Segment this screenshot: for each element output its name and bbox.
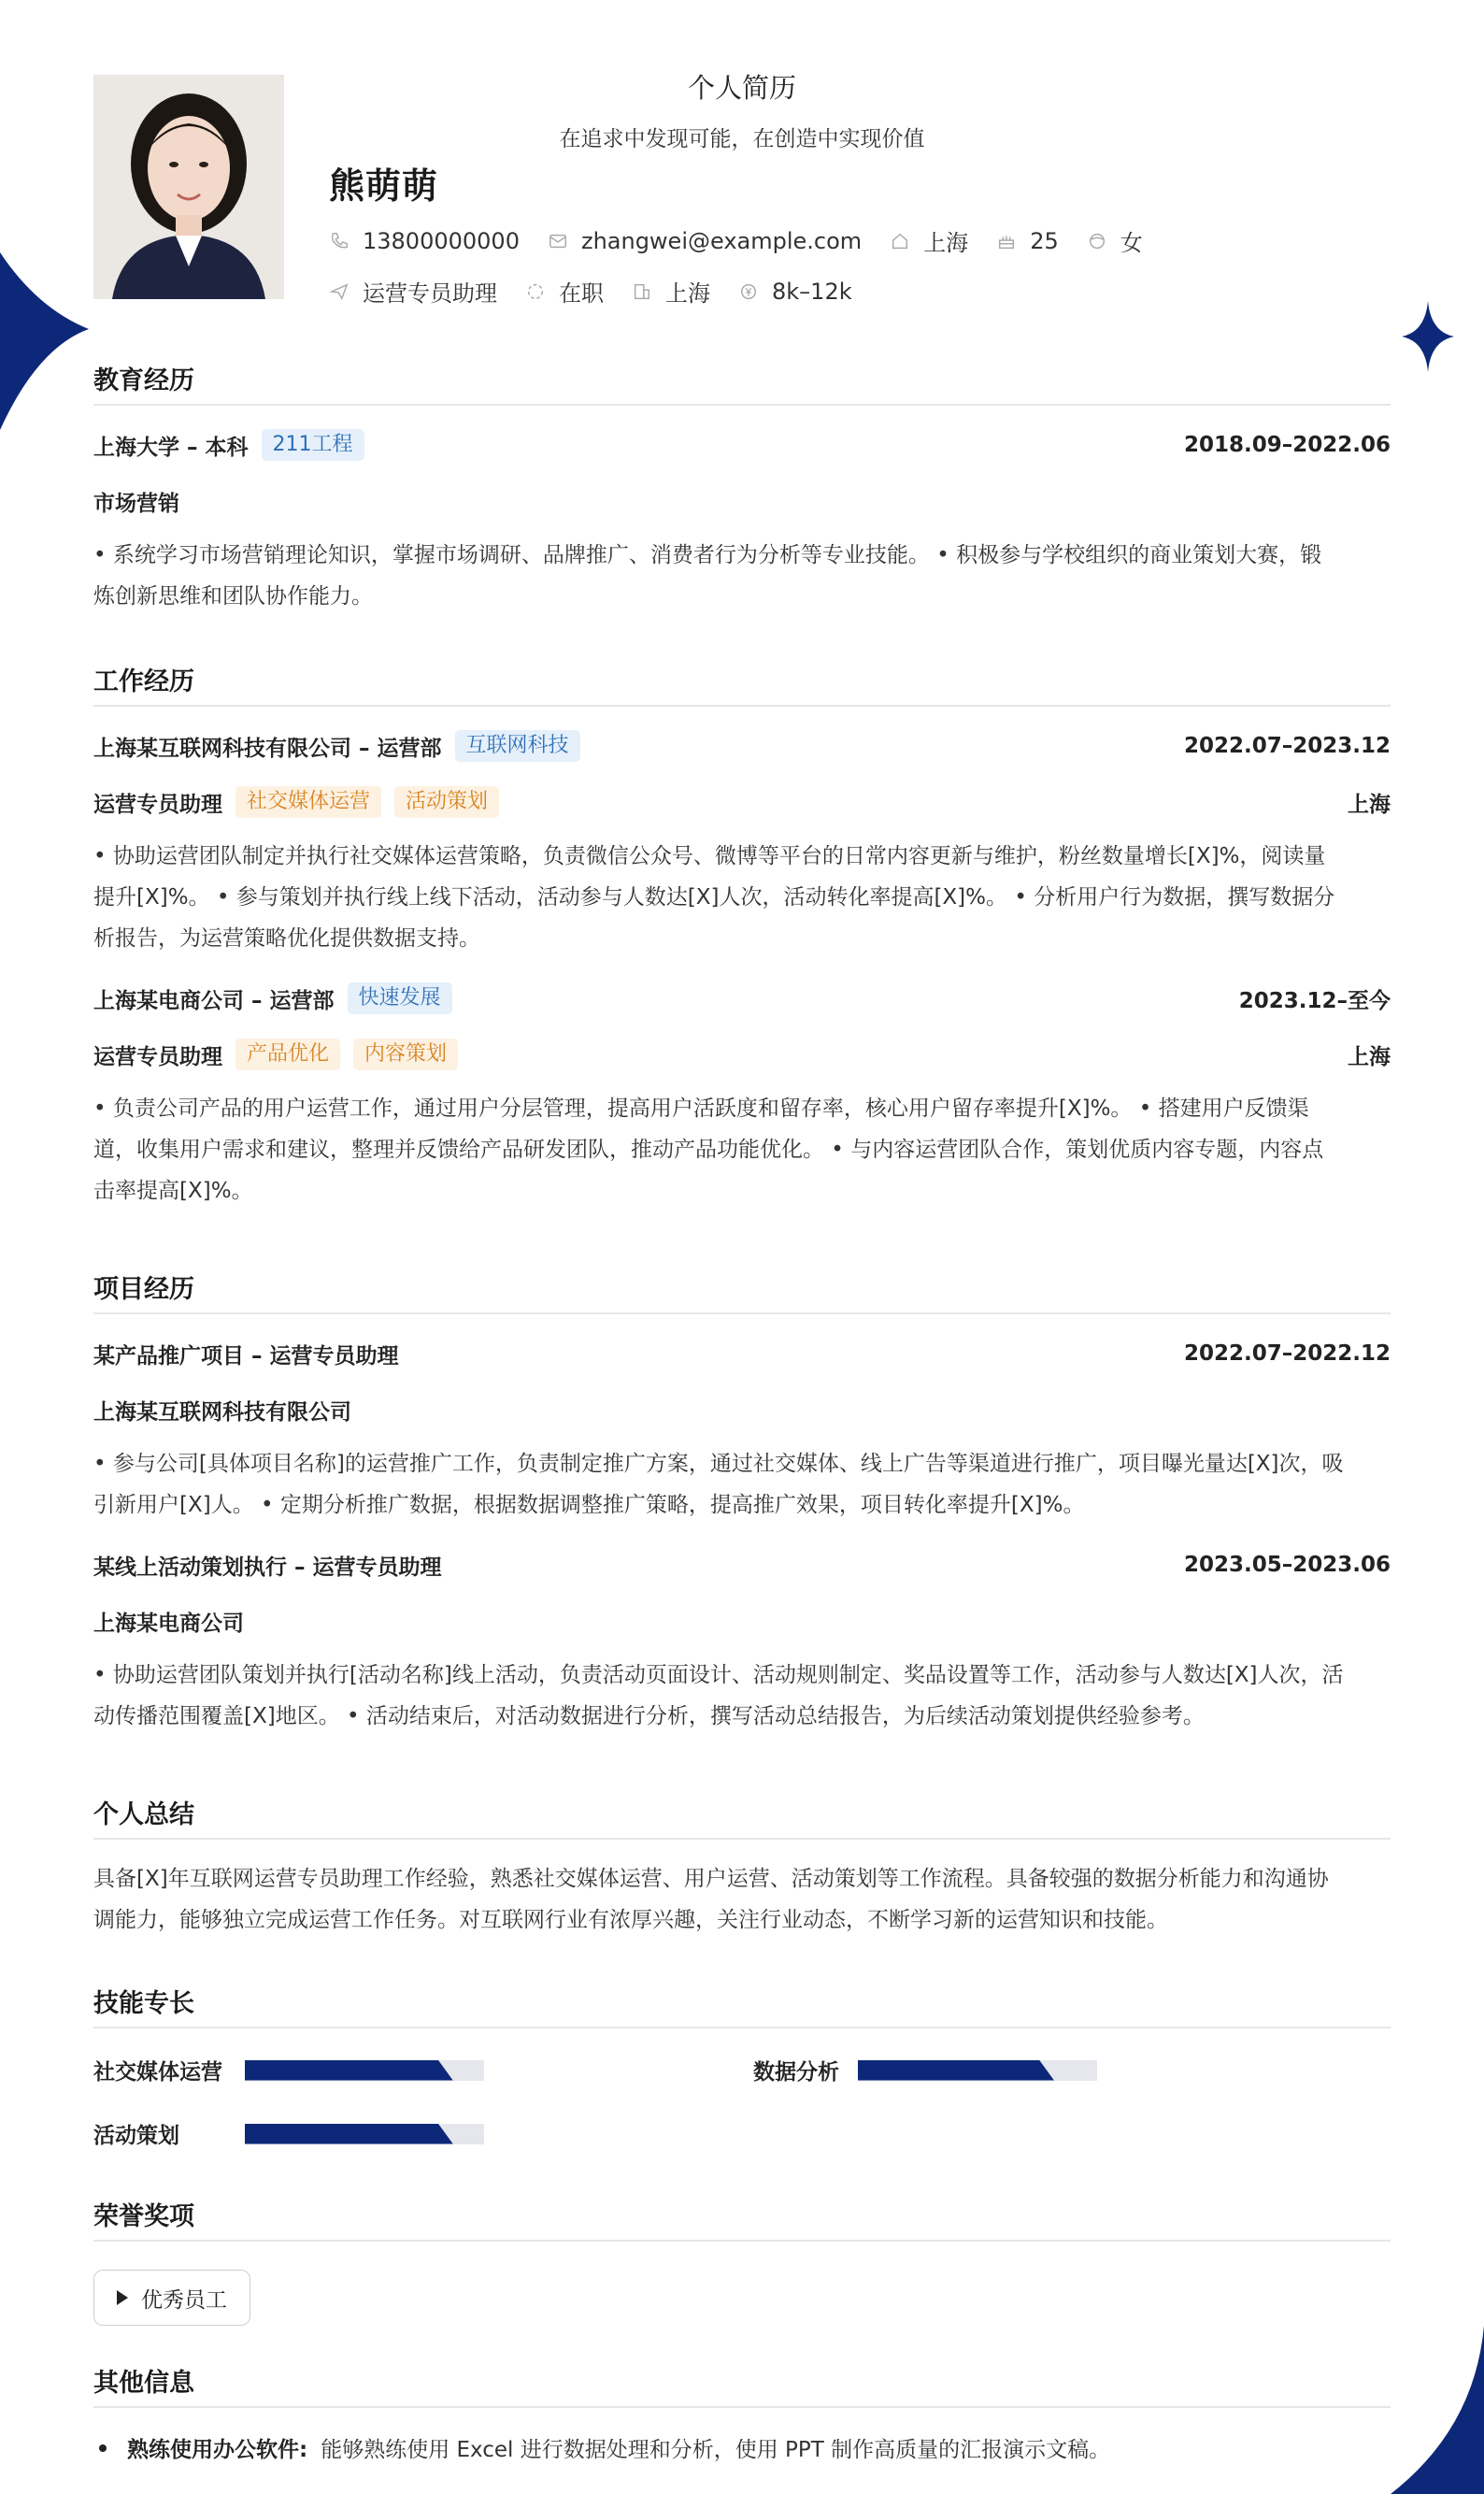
job-target-info (329, 275, 497, 308)
skills-section (93, 1985, 1391, 2159)
contact-row (329, 224, 1171, 257)
skill-bar-fill (245, 2124, 453, 2144)
project-period: 2023.05–2023.06 (1183, 1553, 1391, 1577)
job-status: 在职 (559, 280, 604, 307)
desc-line: 击率提高[X]%。 (93, 1179, 253, 1203)
resume-page (93, 0, 1391, 2462)
company-dept: 上海某电商公司 – 运营部 (93, 988, 335, 1013)
school-tag: 211工程 (262, 429, 364, 461)
education-period: 2018.09–2022.06 (1183, 433, 1391, 457)
skill-name: 社交媒体运营 (93, 2060, 222, 2085)
section-title: 工作经历 (93, 664, 1391, 707)
project-description (93, 1655, 1391, 1737)
phone-info (329, 228, 520, 254)
document-title: 个人简历 (687, 72, 796, 104)
summary-section (93, 1797, 1391, 1941)
skill-name: 活动策划 (93, 2124, 179, 2148)
city-info (890, 224, 968, 257)
email-address: zhangwei@example.com (580, 227, 863, 254)
skill-item (93, 2118, 484, 2149)
desc-line: 调能力，能够独立完成运营工作任务。对互联网行业有浓厚兴趣，关注行业动态，不断学习新的运营知识和技能。 (93, 1908, 1168, 1932)
section-title: 教育经历 (93, 363, 1391, 406)
honor-label: 优秀员工 (141, 2287, 227, 2313)
company-dept: 上海某互联网科技有限公司 – 运营部 (93, 736, 442, 761)
company-tag: 快速发展 (348, 982, 452, 1014)
skill-bar-fill (858, 2060, 1054, 2081)
desc-line: 炼创新思维和团队协作能力。 (93, 584, 373, 609)
user-icon (1087, 231, 1107, 251)
project-company: 上海某互联网科技有限公司 (93, 1399, 351, 1425)
cake-icon (996, 231, 1017, 251)
phone-number: 13800000000 (363, 227, 520, 254)
job-description (93, 836, 1391, 959)
honor-item[interactable] (93, 2270, 250, 2326)
summary-text (93, 1858, 1391, 1941)
job-description (93, 1088, 1391, 1211)
resume-header (93, 0, 1391, 337)
section-title: 个人总结 (93, 1797, 1391, 1840)
age: 25 (1030, 227, 1059, 254)
section-title: 其他信息 (93, 2365, 1391, 2408)
job-period: 2022.07–2023.12 (1183, 734, 1391, 758)
desc-line: 引新用户[X]人。 • 定期分析推广数据，根据数据调整推广策略，提高推广效果，项目转化率提升[X]%。 (93, 1493, 1085, 1517)
desc-line: 具备[X]年互联网运营专员助理工作经验，熟悉社交媒体运营、用户运营、活动策划等工作流程。具备较强的数据分析能力和沟通协 (93, 1867, 1329, 1891)
skill-bar-fill (245, 2060, 453, 2081)
motto: 在追求中发现可能，在创造中实现价值 (559, 127, 925, 151)
gender: 女 (1120, 230, 1143, 256)
project-period: 2022.07–2022.12 (1183, 1341, 1391, 1366)
section-title: 项目经历 (93, 1271, 1391, 1314)
age-info (996, 228, 1059, 254)
skill-bar (245, 2060, 484, 2081)
position: 运营专员助理 (93, 1044, 222, 1069)
project-name-role: 某线上活动策划执行 – 运营专员助理 (93, 1555, 442, 1580)
other-info-item (93, 2432, 1391, 2463)
salary-info (738, 279, 852, 305)
section-title: 荣誉奖项 (93, 2199, 1391, 2242)
sparkle-icon (1402, 301, 1454, 372)
skill-item (753, 2055, 1097, 2086)
other-info-section (93, 2365, 1391, 2463)
project-description (93, 1443, 1391, 1526)
home-icon (890, 231, 910, 251)
skill-item (93, 2055, 484, 2086)
send-icon (329, 281, 350, 302)
bullet-icon (99, 2444, 107, 2452)
desc-line: • 协助运营团队制定并执行社交媒体运营策略，负责微信公众号、微博等平台的日常内容更新与维护，粉丝数量增长[X]%，阅读量 (93, 844, 1326, 868)
project-entry (93, 1544, 1391, 1737)
education-description (93, 535, 1391, 617)
other-info-label: 熟练使用办公软件: (127, 2438, 308, 2462)
skill-tag: 产品优化 (235, 1039, 340, 1070)
project-company: 上海某电商公司 (93, 1611, 244, 1636)
desc-line: 析报告，为运营策略优化提供数据支持。 (93, 926, 480, 951)
candidate-name: 熊萌萌 (329, 165, 439, 207)
work-section (93, 664, 1391, 1211)
school-degree: 上海大学 – 本科 (93, 435, 249, 460)
building-icon (632, 281, 652, 302)
desc-line: • 负责公司产品的用户运营工作，通过用户分层管理，提高用户活跃度和留存率，核心用户留存率提升[X]%。 • 搭建用户反馈渠 (93, 1096, 1309, 1121)
job-intent-row (329, 275, 880, 308)
desc-line: • 协助运营团队策划并执行[活动名称]线上活动，负责活动页面设计、活动规则制定、奖品设置等工作，活动参与人数达[X]人次，活 (93, 1663, 1344, 1687)
education-section (93, 363, 1391, 617)
skill-tag: 活动策划 (394, 786, 499, 818)
status-info (525, 275, 604, 308)
project-entry (93, 1333, 1391, 1526)
major-row (93, 480, 1391, 522)
skill-bar (245, 2124, 484, 2144)
money-icon (738, 281, 759, 302)
position: 运营专员助理 (93, 792, 222, 817)
mail-icon (548, 231, 568, 251)
profile-photo (93, 75, 284, 299)
desc-line: 动传播范围覆盖[X]地区。 • 活动结束后，对活动数据进行分析，撰写活动总结报告，为后续活动策划提供经验参考。 (93, 1704, 1205, 1728)
project-name-role: 某产品推广项目 – 运营专员助理 (93, 1343, 399, 1369)
target-city-info (632, 275, 710, 308)
job-location: 上海 (1348, 792, 1391, 817)
salary-range: 8k–12k (772, 278, 852, 305)
desc-line: 提升[X]%。 • 参与策划并执行线上线下活动，活动参与人数达[X]人次，活动转化率提高[X]%。 • 分析用户行为数据，撰写数据分 (93, 885, 1335, 910)
desc-line: 道，收集用户需求和建议，整理并反馈给产品研发团队，推动产品功能优化。 • 与内容运营团队合作，策划优质内容专题，内容点 (93, 1138, 1324, 1162)
skill-name: 数据分析 (753, 2060, 839, 2085)
desc-line: • 参与公司[具体项目名称]的运营推广工作，负责制定推广方案，通过社交媒体、线上广告等渠道进行推广，项目曝光量达[X]次，吸 (93, 1452, 1344, 1476)
gender-info (1087, 224, 1143, 257)
skill-bar (858, 2060, 1097, 2081)
projects-section (93, 1271, 1391, 1737)
job-entry (93, 978, 1391, 1211)
honors-section (93, 2199, 1391, 2326)
skill-tag: 社交媒体运营 (235, 786, 381, 818)
target-city: 上海 (665, 280, 710, 307)
desc-line: • 系统学习市场营销理论知识，掌握市场调研、品牌推广、消费者行为分析等专业技能。 • 积极参与学校组织的商业策划大赛，锻 (93, 543, 1322, 567)
triangle-right-icon (117, 2290, 128, 2305)
major: 市场营销 (93, 491, 179, 516)
job-entry (93, 725, 1391, 959)
skills-grid (93, 2028, 1391, 2159)
phone-icon (329, 231, 350, 251)
job-period: 2023.12–至今 (1238, 988, 1391, 1013)
job-target: 运营专员助理 (363, 280, 497, 307)
job-location: 上海 (1348, 1044, 1391, 1069)
section-title: 技能专长 (93, 1985, 1391, 2028)
other-info-text: 能够熟练使用 Excel 进行数据处理和分析，使用 PPT 制作高质量的汇报演示文稿。 (321, 2438, 1111, 2462)
education-header-row (93, 424, 1391, 466)
city: 上海 (923, 230, 969, 256)
email-info (548, 228, 862, 254)
company-tag: 互联网科技 (455, 730, 580, 762)
skill-tag: 内容策划 (353, 1039, 458, 1070)
status-icon (525, 281, 546, 302)
